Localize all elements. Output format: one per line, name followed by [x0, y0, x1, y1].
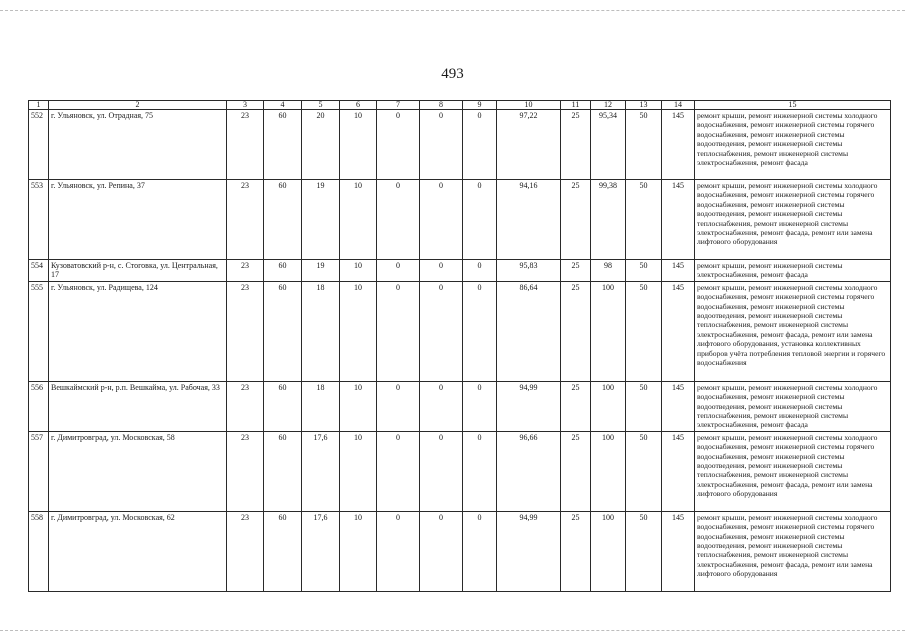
row-number-cell: 556: [29, 381, 49, 431]
value-cell: 99,38: [591, 180, 626, 260]
value-cell: 0: [463, 260, 497, 282]
value-cell: 0: [377, 281, 420, 381]
column-header: 1: [29, 101, 49, 110]
value-cell: 25: [561, 381, 591, 431]
address-cell: г. Ульяновск, ул. Репина, 37: [49, 180, 227, 260]
value-cell: 17,6: [302, 431, 340, 511]
address-cell: г. Ульяновск, ул. Радищева, 124: [49, 281, 227, 381]
value-cell: 86,64: [497, 281, 561, 381]
value-cell: 25: [561, 431, 591, 511]
value-cell: 0: [463, 110, 497, 180]
value-cell: 60: [264, 511, 302, 591]
value-cell: 50: [626, 381, 662, 431]
row-number-cell: 552: [29, 110, 49, 180]
value-cell: 98: [591, 260, 626, 282]
works-cell: ремонт крыши, ремонт инженерной системы холодного водоснабжения, ремонт инженерной системы горячего водоснабжения, ремонт инженерной системы водоотведения, ремонт инженерной системы теплоснабжения, ремонт инженерной системы электроснабжения, ремонт фасада, ремонт или замена лифтового оборудования: [695, 511, 891, 591]
value-cell: 50: [626, 180, 662, 260]
table-row: [29, 180, 891, 260]
row-number-cell: 558: [29, 511, 49, 591]
value-cell: 25: [561, 281, 591, 381]
value-cell: 60: [264, 180, 302, 260]
value-cell: 60: [264, 281, 302, 381]
works-cell: ремонт крыши, ремонт инженерной системы холодного водоснабжения, ремонт инженерной системы горячего водоснабжения, ремонт инженерной системы водоотведения, ремонт инженерной системы теплоснабжения, ремонт инженерной системы электроснабжения, ремонт фасада, ремонт или замена лифтового оборудования, установка коллективных приборов учёта потребления тепловой энергии и горячего водоснабжения: [695, 281, 891, 381]
value-cell: 0: [420, 180, 463, 260]
table-row: [29, 110, 891, 180]
value-cell: 0: [420, 511, 463, 591]
value-cell: 23: [227, 381, 264, 431]
value-cell: 17,6: [302, 511, 340, 591]
page-number: 493: [441, 66, 464, 82]
value-cell: 20: [302, 110, 340, 180]
column-header: 12: [591, 101, 626, 110]
works-cell: ремонт крыши, ремонт инженерной системы холодного водоснабжения, ремонт инженерной системы горячего водоснабжения, ремонт инженерной системы водоотведения, ремонт инженерной системы теплоснабжения, ремонт инженерной системы электроснабжения, ремонт фасада, ремонт или замена лифтового оборудования: [695, 431, 891, 511]
column-header: 10: [497, 101, 561, 110]
value-cell: 145: [662, 511, 695, 591]
column-header: 13: [626, 101, 662, 110]
value-cell: 23: [227, 260, 264, 282]
column-header: 3: [227, 101, 264, 110]
value-cell: 10: [340, 110, 377, 180]
value-cell: 94,99: [497, 511, 561, 591]
address-cell: г. Димитровград, ул. Московская, 62: [49, 511, 227, 591]
table-header-row: [29, 101, 891, 110]
column-header: 2: [49, 101, 227, 110]
works-cell: ремонт крыши, ремонт инженерной системы холодного водоснабжения, ремонт инженерной системы горячего водоснабжения, ремонт инженерной системы водоотведения, ремонт инженерной системы теплоснабжения, ремонт инженерной системы электроснабжения, ремонт фасада: [695, 110, 891, 180]
value-cell: 0: [463, 381, 497, 431]
value-cell: 25: [561, 511, 591, 591]
value-cell: 0: [377, 110, 420, 180]
value-cell: 96,66: [497, 431, 561, 511]
address-cell: г. Ульяновск, ул. Отрадная, 75: [49, 110, 227, 180]
address-cell: Вешкаймский р-н, р.п. Вешкайма, ул. Рабочая, 33: [49, 381, 227, 431]
value-cell: 0: [420, 431, 463, 511]
column-header: 4: [264, 101, 302, 110]
column-header: 14: [662, 101, 695, 110]
value-cell: 0: [463, 180, 497, 260]
scan-edge-bottom: [0, 630, 905, 632]
table-body: [29, 101, 891, 592]
value-cell: 145: [662, 180, 695, 260]
value-cell: 0: [377, 381, 420, 431]
column-header: 15: [695, 101, 891, 110]
row-number-cell: 555: [29, 281, 49, 381]
value-cell: 100: [591, 431, 626, 511]
column-header: 6: [340, 101, 377, 110]
column-header: 5: [302, 101, 340, 110]
table-row: [29, 511, 891, 591]
table-container: [28, 100, 890, 592]
row-number-cell: 557: [29, 431, 49, 511]
value-cell: 19: [302, 260, 340, 282]
scan-edge-top: [0, 10, 905, 12]
value-cell: 50: [626, 110, 662, 180]
value-cell: 94,99: [497, 381, 561, 431]
table-row: [29, 431, 891, 511]
row-number-cell: 553: [29, 180, 49, 260]
value-cell: 23: [227, 180, 264, 260]
value-cell: 50: [626, 511, 662, 591]
value-cell: 95,83: [497, 260, 561, 282]
value-cell: 145: [662, 281, 695, 381]
value-cell: 10: [340, 260, 377, 282]
value-cell: 18: [302, 281, 340, 381]
column-header: 11: [561, 101, 591, 110]
value-cell: 145: [662, 110, 695, 180]
value-cell: 10: [340, 431, 377, 511]
column-header: 7: [377, 101, 420, 110]
value-cell: 0: [420, 381, 463, 431]
value-cell: 60: [264, 431, 302, 511]
value-cell: 18: [302, 381, 340, 431]
value-cell: 0: [377, 511, 420, 591]
table-row: [29, 381, 891, 431]
value-cell: 23: [227, 431, 264, 511]
value-cell: 25: [561, 180, 591, 260]
value-cell: 10: [340, 281, 377, 381]
value-cell: 0: [377, 431, 420, 511]
value-cell: 0: [463, 431, 497, 511]
value-cell: 23: [227, 511, 264, 591]
value-cell: 0: [377, 260, 420, 282]
value-cell: 100: [591, 281, 626, 381]
value-cell: 23: [227, 281, 264, 381]
row-number-cell: 554: [29, 260, 49, 282]
value-cell: 0: [420, 110, 463, 180]
column-header: 9: [463, 101, 497, 110]
value-cell: 0: [377, 180, 420, 260]
value-cell: 145: [662, 260, 695, 282]
value-cell: 25: [561, 260, 591, 282]
works-cell: ремонт крыши, ремонт инженерной системы холодного водоснабжения, ремонт инженерной системы горячего водоснабжения, ремонт инженерной системы водоотведения, ремонт инженерной системы теплоснабжения, ремонт инженерной системы электроснабжения, ремонт фасада, ремонт или замена лифтового оборудования: [695, 180, 891, 260]
value-cell: 0: [420, 281, 463, 381]
value-cell: 60: [264, 381, 302, 431]
value-cell: 10: [340, 381, 377, 431]
value-cell: 10: [340, 180, 377, 260]
value-cell: 60: [264, 110, 302, 180]
value-cell: 10: [340, 511, 377, 591]
works-cell: ремонт крыши, ремонт инженерной системы электроснабжения, ремонт фасада: [695, 260, 891, 282]
value-cell: 95,34: [591, 110, 626, 180]
value-cell: 97,22: [497, 110, 561, 180]
value-cell: 50: [626, 281, 662, 381]
value-cell: 23: [227, 110, 264, 180]
value-cell: 25: [561, 110, 591, 180]
value-cell: 50: [626, 260, 662, 282]
repair-program-table: [28, 100, 891, 592]
value-cell: 100: [591, 511, 626, 591]
value-cell: 94,16: [497, 180, 561, 260]
address-cell: Кузоватовский р-н, с. Стоговка, ул. Центральная, 17: [49, 260, 227, 282]
address-cell: г. Димитровград, ул. Московская, 58: [49, 431, 227, 511]
value-cell: 50: [626, 431, 662, 511]
value-cell: 100: [591, 381, 626, 431]
column-header: 8: [420, 101, 463, 110]
value-cell: 0: [463, 281, 497, 381]
works-cell: ремонт крыши, ремонт инженерной системы холодного водоснабжения, ремонт инженерной системы водоотведения, ремонт инженерной системы теплоснабжения, ремонт инженерной системы электроснабжения, ремонт фасада: [695, 381, 891, 431]
value-cell: 145: [662, 381, 695, 431]
value-cell: 60: [264, 260, 302, 282]
value-cell: 0: [463, 511, 497, 591]
value-cell: 0: [420, 260, 463, 282]
table-row: [29, 260, 891, 282]
table-row: [29, 281, 891, 381]
value-cell: 145: [662, 431, 695, 511]
value-cell: 19: [302, 180, 340, 260]
